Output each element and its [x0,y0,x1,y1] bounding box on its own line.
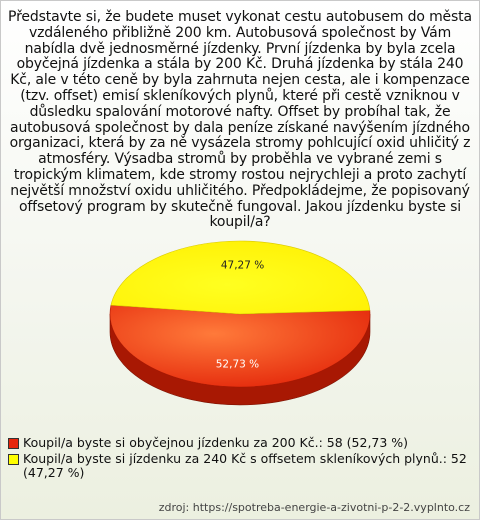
legend-label-ordinary: Koupil/a byste si obyčejnou jízdenku za 200 Kč.: 58 (52,73 %) [23,435,409,450]
legend-swatch-yellow [8,454,19,465]
source-footer: zdroj: https://spotreba-energie-a-zivotni-p-2-2.vyplnto.cz [158,501,470,514]
legend-item-offset [8,452,468,480]
legend-swatch-red [8,438,19,449]
legend [8,436,468,482]
pie-slice-offset [111,241,370,314]
legend-item-ordinary [8,436,468,450]
legend-label-offset: Koupil/a byste si jízdenku za 240 Kč s offsetem skleníkových plynů.: 52 (47,27 %) [23,451,467,480]
slice-label-ordinary: 52,73 % [215,358,260,371]
question-text: Představte si, že budete muset vykonat cestu autobusem do města vzdáleného přibližně 200 km. Autobusová společnost by Vám nabídla dvě jednosměrné jízdenky. První jízdenka by byla zcela obyčejná jízdenka a stála by 200 Kč. Druhá jízdenka by stála 240 Kč, ale v této ceně by byla zahrnuta nejen cesta, ale i kompenzace (tzv. offset) emisí skleníkových plynů, které při cestě vzniknou v důsledku spalování motorové nafty. Offset by probíhal tak, že autobusová společnost by dala peníze získané navýšením jízdného organizaci, která by za ně vysázela stromy pohlcující oxid uhličitý z atmosféry. Výsadba stromů by proběhla ve vybrané zemi s tropickým klimatem, kde stromy rostou nejrychleji a proto zachytí největší množství oxidu uhličitého. Předpokládejme, že popisovaný offsetový program by skutečně fungoval. Jakou jízdenku byste si koupil/a? [8,9,472,231]
slice-label-offset: 47,27 % [220,259,265,272]
